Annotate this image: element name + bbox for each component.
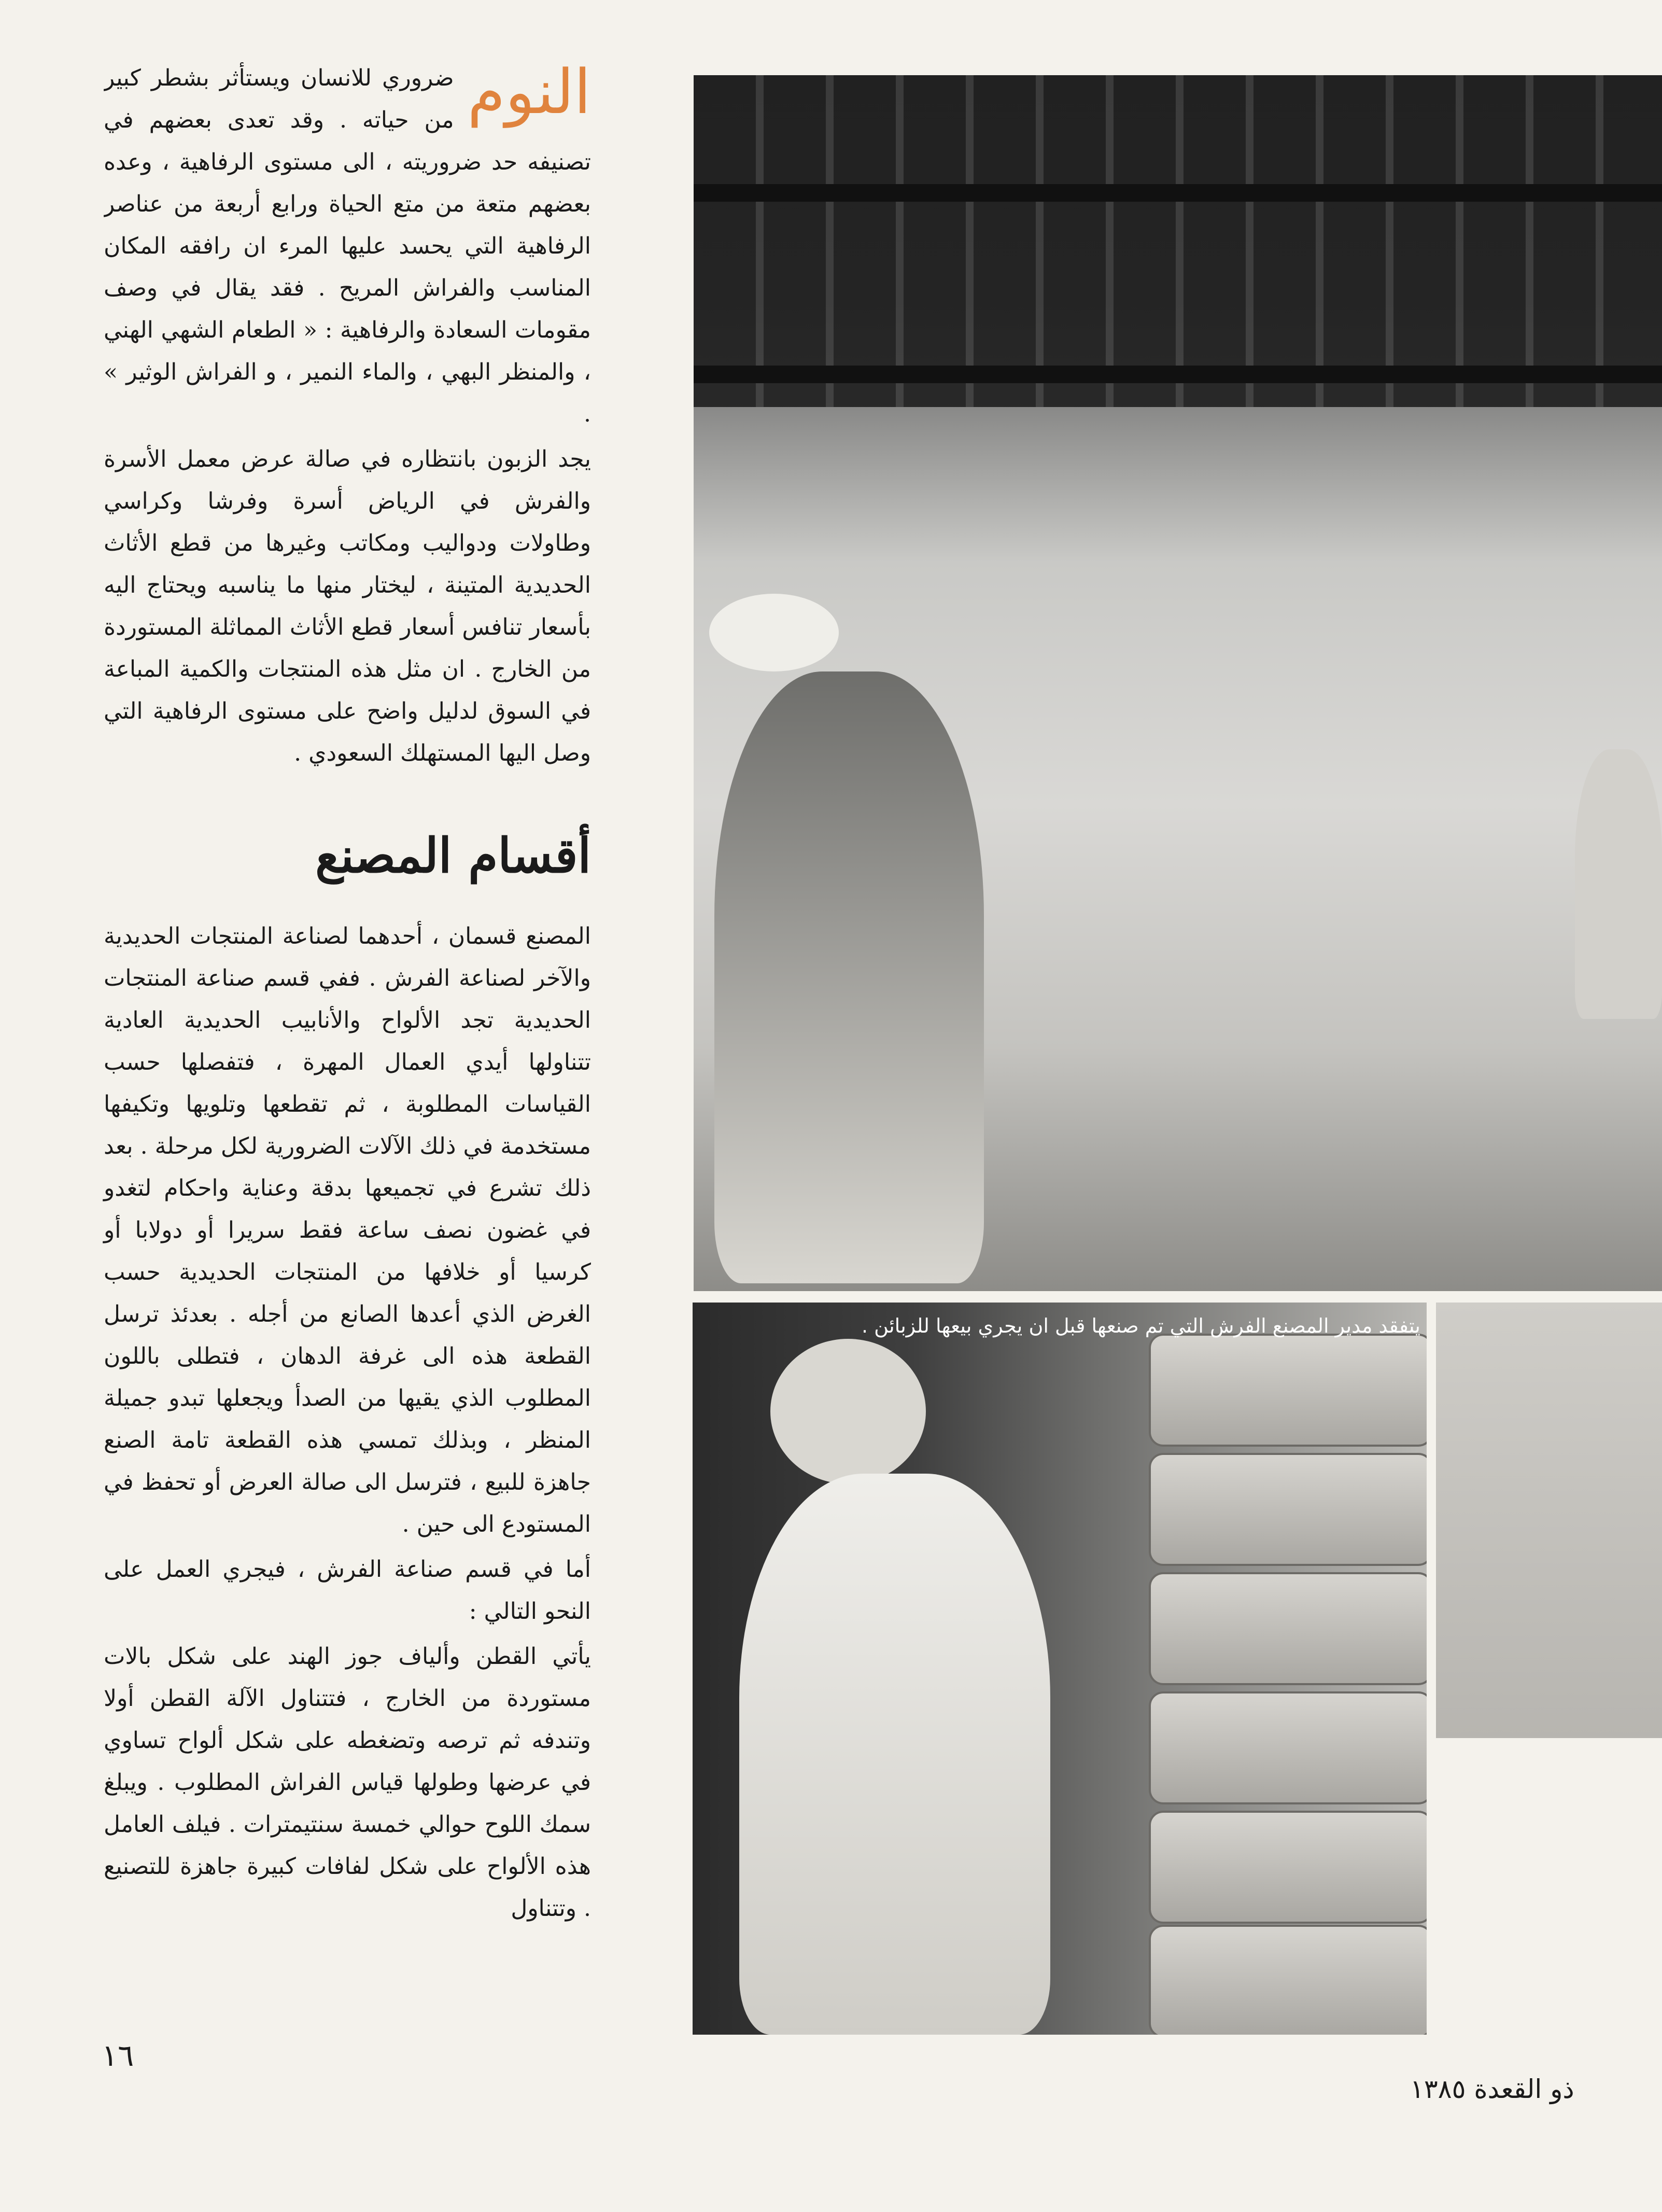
photo-edge-strip — [1436, 1303, 1662, 1738]
manager-headscarf — [770, 1339, 926, 1484]
article-drop-word: النوم — [467, 57, 591, 128]
manager-mattress-photo — [693, 1303, 1427, 2035]
worker-figure — [714, 671, 984, 1283]
mattress-stack-item — [1149, 1453, 1427, 1566]
article-paragraph: يأتي القطن وألياف جوز الهند على شكل بالات مستوردة من الخارج ، فتتناول الآلة القطن أولا وتندفه ثم ترصه وتضغطه على شكل ألواح تساوي في عرضها وطولها قياس الفراش المطلوب . ويبلغ سمك اللوح حوالي خمسة سنتيمترات . فيلف العامل هذه الألواح على شكل لفافات كبيرة جاهزة للتصنيع . وتتناول — [104, 1643, 591, 1922]
article-intro — [104, 57, 591, 438]
article-column — [104, 57, 591, 1933]
article-paragraph: يجد الزبون بانتظاره في صالة عرض معمل الأسرة والفرش في الرياض أسرة وفرشا وكراسي وطاولات ودواليب ومكاتب وغيرها من قطع الأثاث الحديدية المتينة ، ليختار منها ما يناسبه ويحتاج اليه بأسعار تنافس أسعار قطع الأثاث المماثلة المستوردة من الخارج . ان مثل هذه المنتجات والكمية المباعة في السوق لدليل واضح على مستوى الرفاهية التي وصل اليها المستهلك السعودي . — [104, 446, 591, 766]
worker-cap — [709, 594, 839, 671]
mattress-stack-item — [1149, 1811, 1427, 1924]
mattress-stack-item — [1149, 1925, 1427, 2035]
photo-beam — [694, 184, 1662, 202]
factory-floor-photo — [694, 75, 1662, 1291]
issue-date: ذو القعدة ١٣٨٥ — [1410, 2074, 1574, 2104]
article-paragraph: أما في قسم صناعة الفرش ، فيجري العمل على النحو التالي : — [104, 1556, 591, 1625]
page-number: ١٦ — [102, 2038, 134, 2073]
mattress-stack-item — [1149, 1334, 1427, 1447]
worker-figure — [1575, 749, 1662, 1019]
section-heading: أقسام المصنع — [315, 828, 591, 884]
article-paragraph: ضروري للانسان ويستأثر بشطر كبير من حياته . وقد تعدى بعضهم في تصنيفه حد ضروريته ، الى مستوى الرفاهية ، وعده بعضهم متعة من متع الحياة ورابع أربعة من عناصر الرفاهية التي يحسد عليها المرء ان رافقه المكان المناسب والفراش المريح . فقد يقال في وصف مقومات السعادة والرفاهية : « الطعام الشهي الهني ، والمنظر البهي ، والماء النمير ، و الفراش الوثير » . — [104, 65, 591, 427]
photo-caption: يتفقد مدير المصنع الفرش التي تم صنعها قبل ان يجري بيعها للزبائن . — [861, 1314, 1420, 1337]
photo-ceiling — [694, 75, 1662, 407]
mattress-stack-item — [1149, 1572, 1427, 1685]
photo-beam — [694, 366, 1662, 383]
manager-figure — [739, 1474, 1050, 2035]
article-paragraph: المصنع قسمان ، أحدهما لصناعة المنتجات الحديدية والآخر لصناعة الفرش . ففي قسم صناعة المنتجات الحديدية تجد الألواح والأنابيب الحديدية العادية تتناولها أيدي العمال المهرة ، فتفصلها حسب القياسات المطلوبة ، ثم تقطعها وتلويها وتكيفها مستخدمة في ذلك الآلات الضرورية لكل مرحلة . بعد ذلك تشرع في تجميعها بدقة وعناية واحكام لتغدو في غضون نصف ساعة فقط سريرا أو دولابا أو كرسيا أو خلافها من المنتجات الحديدية حسب الغرض الذي أعدها الصانع من أجله . بعدئذ ترسل القطعة هذه الى غرفة الدهان ، فتطلى باللون المطلوب الذي يقيها من الصدأ ويجعلها تبدو جميلة المنظر ، وبذلك تمسي هذه القطعة تامة الصنع جاهزة للبيع ، فترسل الى صالة العرض أو تحفظ في المستودع الى حين . — [104, 923, 591, 1537]
mattress-stack-item — [1149, 1691, 1427, 1804]
